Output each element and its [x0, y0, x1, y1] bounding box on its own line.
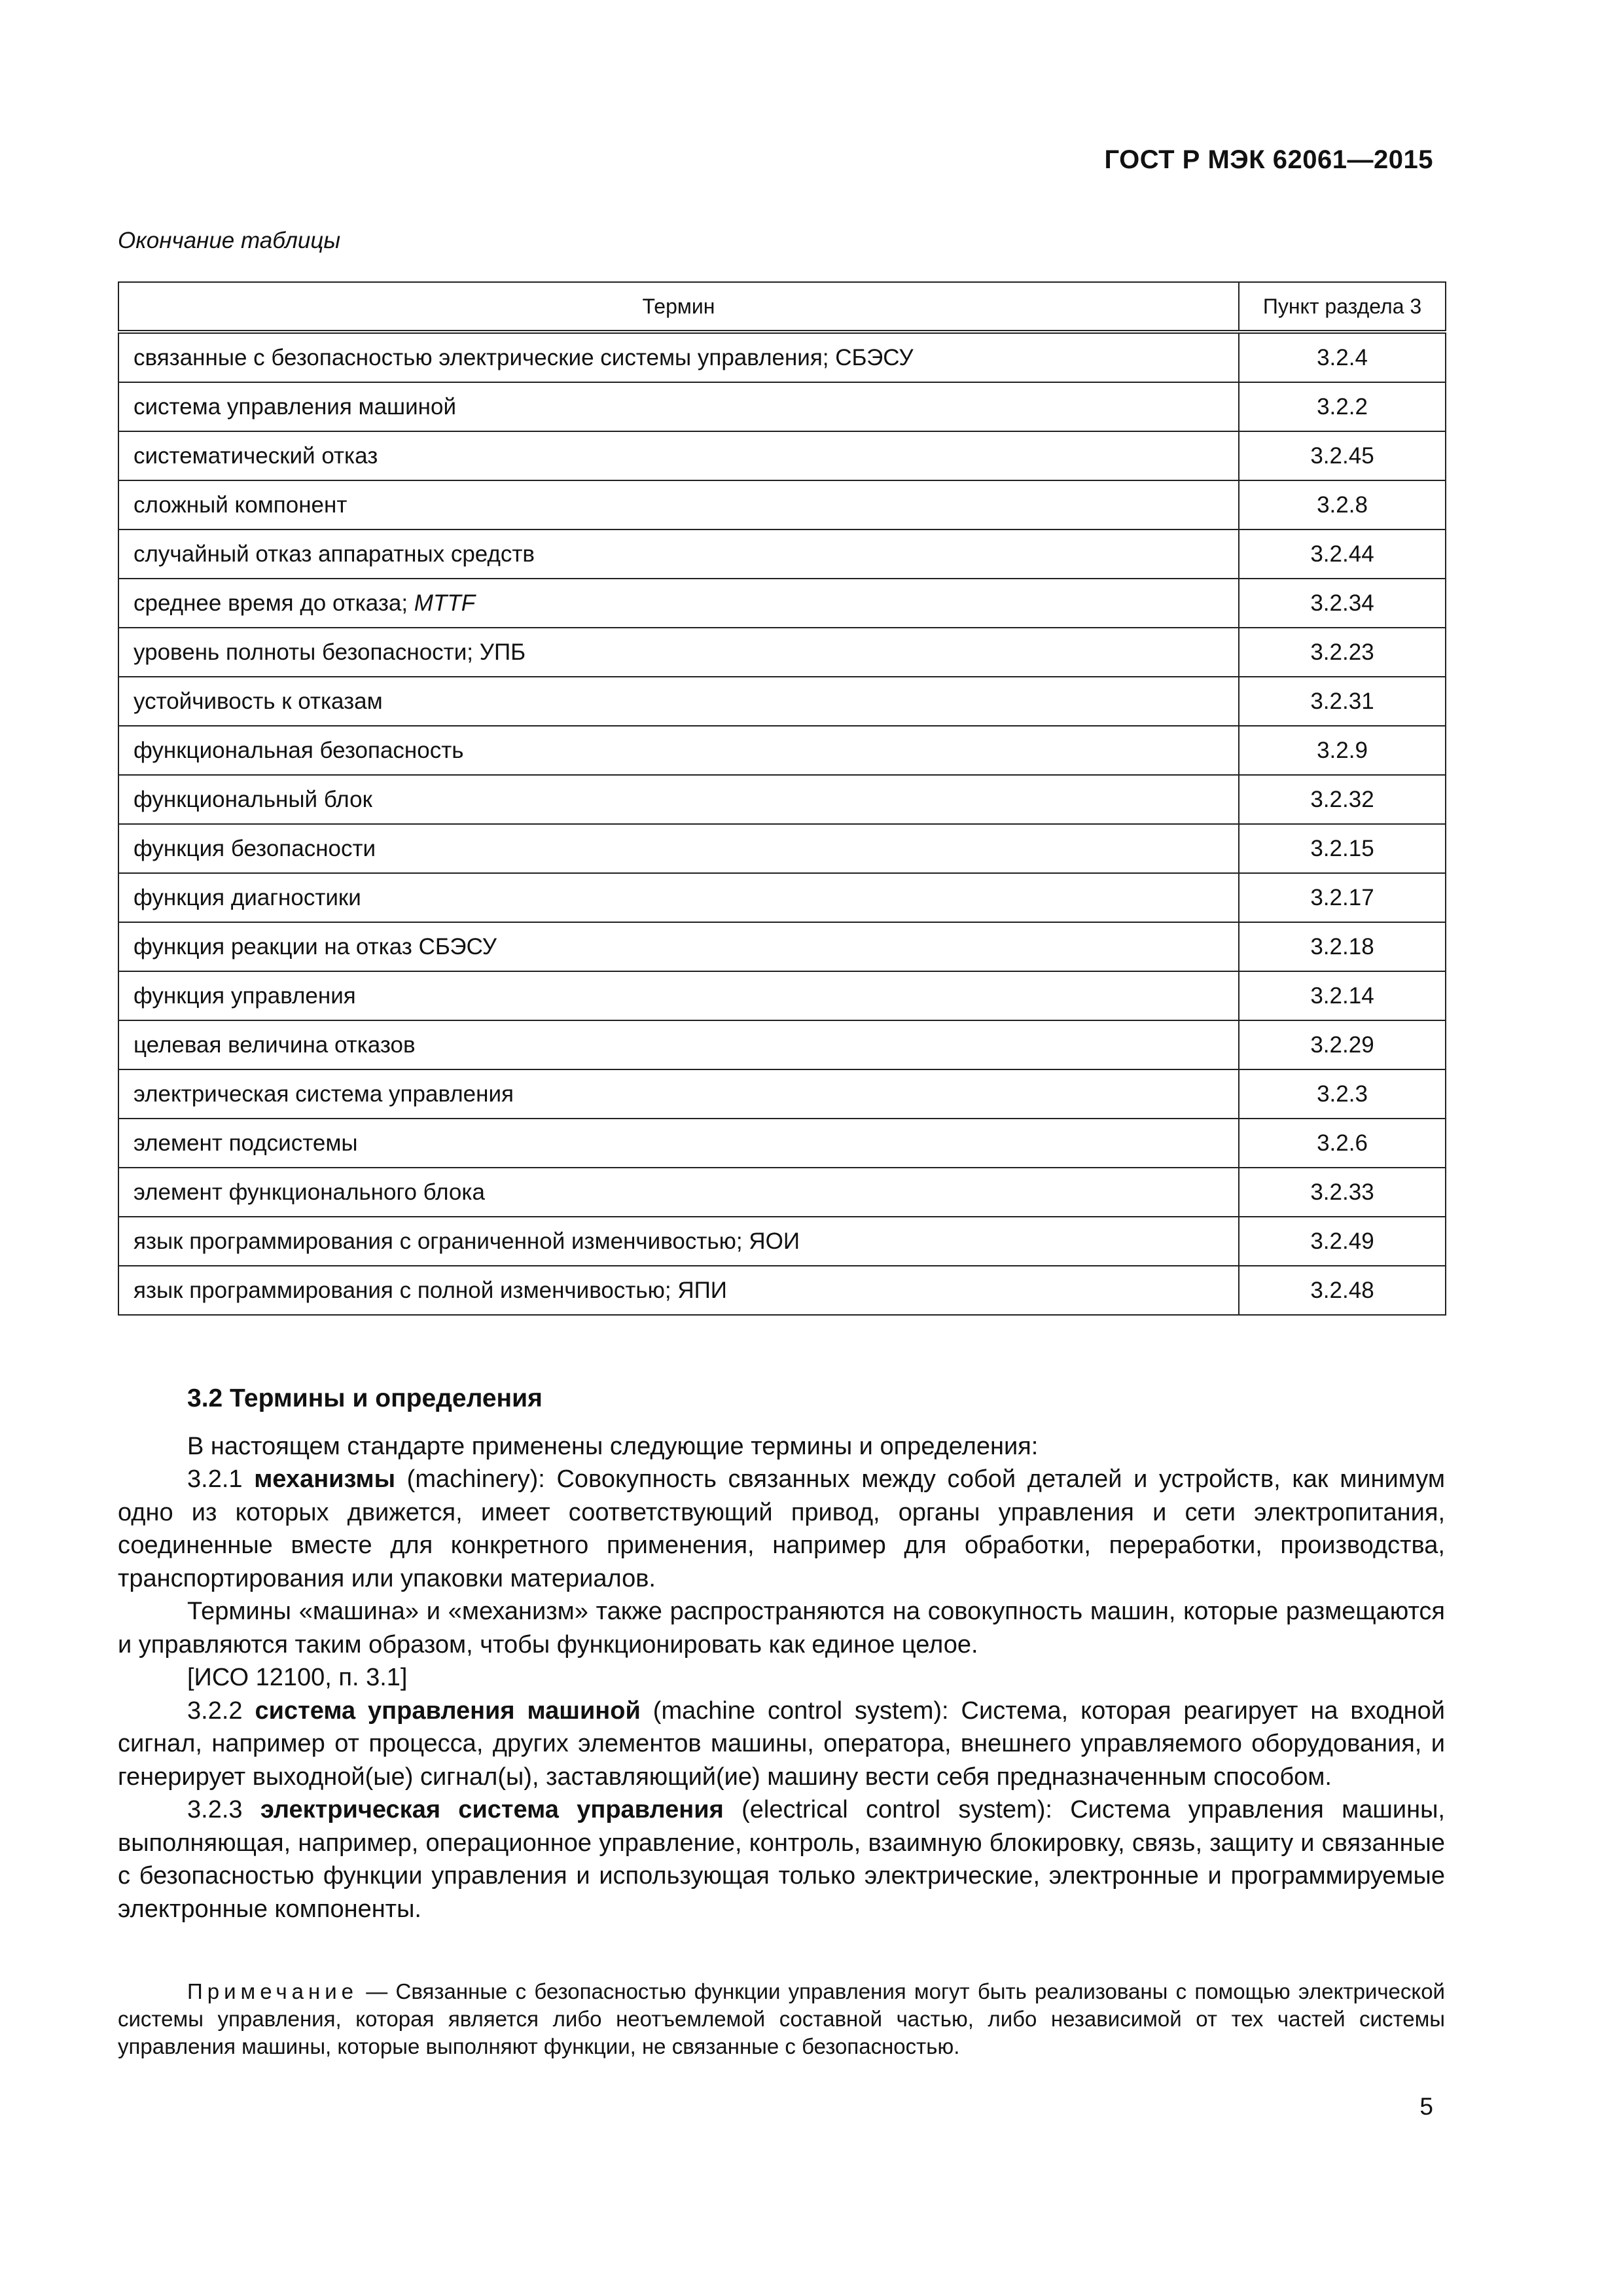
section-heading: 3.2 Термины и определения [187, 1384, 543, 1412]
clause-cell: 3.2.29 [1239, 1020, 1446, 1069]
clause-cell: 3.2.31 [1239, 677, 1446, 726]
column-header-clause: Пункт раздела 3 [1239, 282, 1446, 332]
clause-cell: 3.2.4 [1239, 332, 1446, 382]
term-cell: устойчивость к отказам [118, 677, 1239, 726]
table-row [118, 480, 1446, 529]
clause-cell: 3.2.48 [1239, 1266, 1446, 1315]
clause-cell: 3.2.15 [1239, 824, 1446, 873]
term-cell: функциональная безопасность [118, 726, 1239, 775]
section-terms-definitions [118, 1382, 1445, 1926]
definition-3-2-1-extra: Термины «машина» и «механизм» также распространяются на совокупность машин, которые размещаются и управляются таким образом, чтобы функционировать как единое целое. [118, 1598, 1445, 1659]
definition-3-2-1-source: [ИСО 12100, п. 3.1] [187, 1664, 408, 1691]
clause-cell: 3.2.32 [1239, 775, 1446, 824]
clause-cell: 3.2.3 [1239, 1069, 1446, 1119]
table-row [118, 1266, 1446, 1315]
document-code: ГОСТ Р МЭК 62061—2015 [1104, 145, 1433, 174]
table-row [118, 1217, 1446, 1266]
definition-3-2-2 [118, 1695, 1445, 1794]
table-row [118, 775, 1446, 824]
table-row [118, 382, 1446, 431]
note-block [118, 1978, 1445, 2060]
term-cell: сложный компонент [118, 480, 1239, 529]
clause-cell: 3.2.18 [1239, 922, 1446, 971]
table-row [118, 332, 1446, 382]
term-text: среднее время до отказа; [134, 590, 414, 616]
term-cell: функция диагностики [118, 873, 1239, 922]
table-row [118, 529, 1446, 579]
definition-term: электрическая система управления [260, 1796, 724, 1823]
note-text: — Связанные с безопасностью функции управления могут быть реализованы с помощью электрической системы управления, которая является либо неотъемлемой составной частью, либо независимой от тех частей системы управления машины, которые выполняют функции, не связанные с безопасностью. [118, 1979, 1445, 2058]
clause-cell: 3.2.23 [1239, 628, 1446, 677]
definition-term: система управления машиной [255, 1696, 641, 1725]
definition-3-2-1 [118, 1463, 1445, 1595]
definition-text: (electrical control system): Система управления машины, выполняющая, например, операционное управление, контроль, взаимную блокировку, связь, защиту и связанные с безопасностью функции управления и использующая только электрические, электронные и программируемые электронные компоненты. [118, 1796, 1445, 1923]
note-paragraph [118, 1978, 1445, 2060]
clause-cell: 3.2.17 [1239, 873, 1446, 922]
table-row [118, 1119, 1446, 1168]
term-cell: функция управления [118, 971, 1239, 1020]
definition-3-2-3 [118, 1793, 1445, 1926]
term-cell: язык программирования с ограниченной изменчивостью; ЯОИ [118, 1217, 1239, 1266]
term-cell: функциональный блок [118, 775, 1239, 824]
clause-cell: 3.2.14 [1239, 971, 1446, 1020]
table-row [118, 1168, 1446, 1217]
term-cell: система управления машиной [118, 382, 1239, 431]
definition-text: (machine control system): Система, которая реагирует на входной сигнал, например от процесса, других элементов машины, оператора, внешнего управляемого оборудования, и генерирует выходной(ые) сигнал(ы), заставляющий(ие) машину вести себя предназначенным способом. [118, 1696, 1445, 1791]
term-cell: целевая величина отказов [118, 1020, 1239, 1069]
table-row [118, 431, 1446, 480]
note-label: Примечание [187, 1979, 359, 2003]
column-header-term: Термин [118, 282, 1239, 332]
term-cell: функция реакции на отказ СБЭСУ [118, 922, 1239, 971]
term-cell: язык программирования с полной изменчивостью; ЯПИ [118, 1266, 1239, 1315]
clause-cell: 3.2.34 [1239, 579, 1446, 628]
table-row [118, 824, 1446, 873]
clause-cell: 3.2.9 [1239, 726, 1446, 775]
term-abbrev-italic: MTTF [414, 590, 476, 616]
term-cell: случайный отказ аппаратных средств [118, 529, 1239, 579]
clause-cell: 3.2.2 [1239, 382, 1446, 431]
section-intro: В настоящем стандарте применены следующие термины и определения: [187, 1432, 1039, 1460]
table-row [118, 1020, 1446, 1069]
table-row [118, 922, 1446, 971]
clause-cell: 3.2.33 [1239, 1168, 1446, 1217]
table-row [118, 628, 1446, 677]
table-row [118, 873, 1446, 922]
table-row [118, 579, 1446, 628]
table-caption: Окончание таблицы [118, 228, 341, 253]
term-cell: связанные с безопасностью электрические системы управления; СБЭСУ [118, 332, 1239, 382]
term-cell [118, 579, 1239, 628]
term-cell: систематический отказ [118, 431, 1239, 480]
term-cell: уровень полноты безопасности; УПБ [118, 628, 1239, 677]
terms-table [118, 281, 1446, 1316]
definition-text: (machinery): Совокупность связанных между собой деталей и устройств, как минимум одно из которых движется, имеет соответствующий привод, органы управления и сети электропитания, соединенные вместе для конкретного применения, например для обработки, переработки, производства, транспортирования или упаковки материалов. [118, 1465, 1446, 1592]
table-row [118, 971, 1446, 1020]
clause-cell: 3.2.8 [1239, 480, 1446, 529]
clause-cell: 3.2.45 [1239, 431, 1446, 480]
term-cell: элемент подсистемы [118, 1119, 1239, 1168]
definition-term: механизмы [254, 1465, 396, 1493]
table-row [118, 726, 1446, 775]
definition-number: 3.2.3 [187, 1796, 260, 1823]
definition-number: 3.2.1 [187, 1465, 255, 1493]
term-cell: элемент функционального блока [118, 1168, 1239, 1217]
table-header-row [118, 282, 1446, 332]
clause-cell: 3.2.44 [1239, 529, 1446, 579]
page-number: 5 [1419, 2093, 1433, 2120]
term-cell: функция безопасности [118, 824, 1239, 873]
table-row [118, 677, 1446, 726]
term-cell: электрическая система управления [118, 1069, 1239, 1119]
clause-cell: 3.2.6 [1239, 1119, 1446, 1168]
definition-number: 3.2.2 [187, 1696, 255, 1725]
clause-cell: 3.2.49 [1239, 1217, 1446, 1266]
table-row [118, 1069, 1446, 1119]
